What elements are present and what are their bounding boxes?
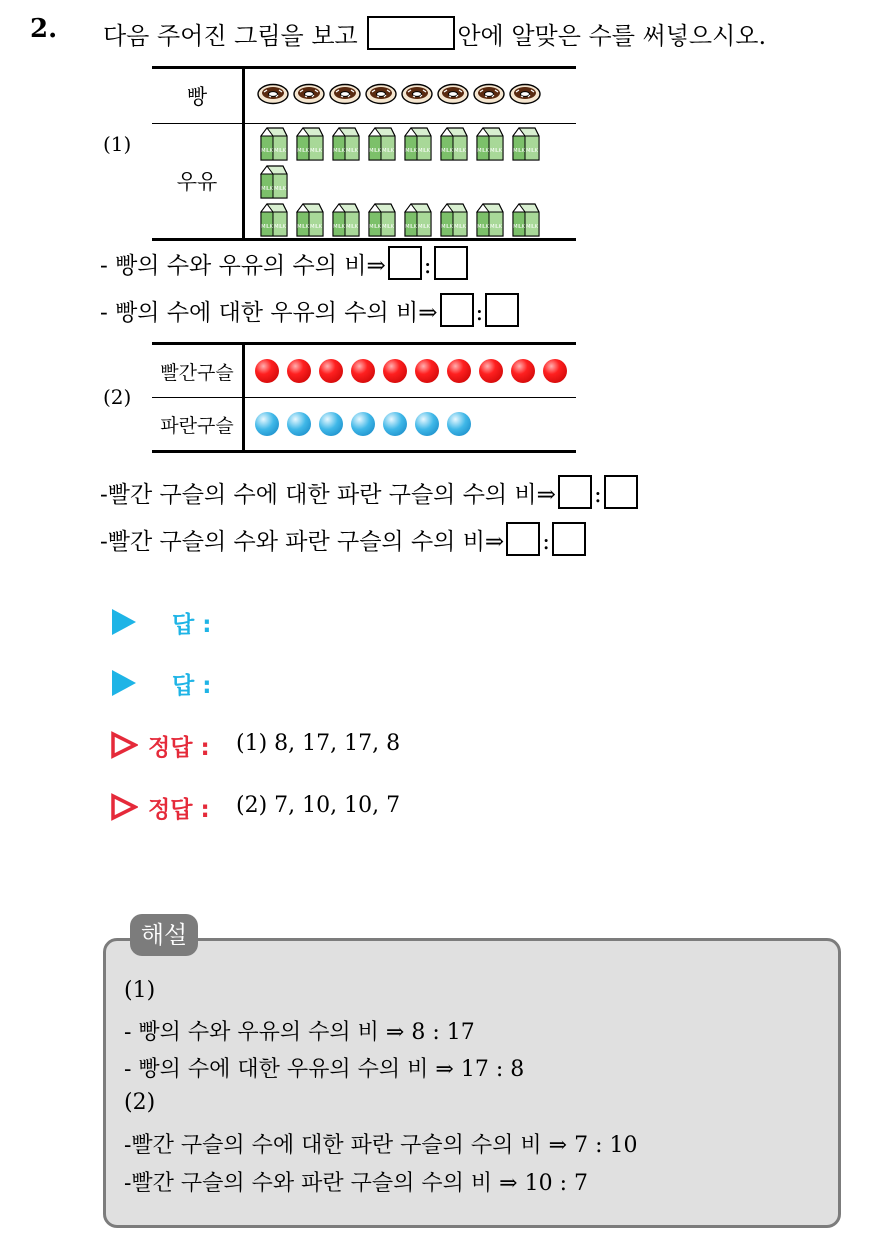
svg-text:MILK: MILK: [526, 148, 538, 154]
part2-line2-text: -빨간 구슬의 수와 파란 구슬의 수의 비⇒: [100, 529, 505, 555]
svg-text:MILK: MILK: [382, 148, 394, 154]
svg-text:MILK: MILK: [441, 148, 453, 154]
answer-box[interactable]: [434, 246, 468, 280]
donut-icon: [329, 83, 361, 105]
svg-text:MILK: MILK: [526, 224, 538, 230]
milk-carton-icon: [293, 200, 325, 238]
svg-text:MILK: MILK: [333, 224, 345, 230]
red-marble-icon: [351, 359, 375, 383]
milk-carton-icon: [365, 200, 397, 238]
part2-question-line1: [100, 475, 640, 509]
donut-icon: [293, 83, 325, 105]
part1-picture-table: [152, 66, 576, 241]
colon: :: [423, 253, 432, 279]
explanation-line: -빨간 구슬의 수에 대한 파란 구슬의 수의 비 ⇒ 7 : 10: [124, 1133, 638, 1158]
svg-text:MILK: MILK: [261, 186, 273, 192]
explanation-line: - 빵의 수와 우유의 수의 비 ⇒ 8 : 17: [124, 1020, 475, 1045]
answer-box[interactable]: [485, 293, 519, 327]
svg-text:MILK: MILK: [261, 148, 273, 154]
answer-label-2: [172, 667, 211, 700]
correct-label-2: [148, 791, 210, 824]
blue-marble-icon: [415, 412, 439, 436]
milk-carton-icon: [257, 162, 289, 200]
svg-text:MILK: MILK: [369, 148, 381, 154]
explanation-line: -빨간 구슬의 수와 파란 구슬의 수의 비 ⇒ 10 : 7: [124, 1171, 588, 1196]
milk-carton-icon: [509, 124, 541, 162]
answer-label-1: [172, 606, 211, 639]
answer-colon: :: [202, 673, 212, 699]
donut-icon: [365, 83, 397, 105]
svg-text:MILK: MILK: [274, 186, 286, 192]
milk-pictures: [244, 124, 577, 240]
answer-box[interactable]: [440, 293, 474, 327]
answer-colon: :: [202, 612, 212, 638]
blue-marble-icon: [255, 412, 279, 436]
milk-carton-icon: [257, 124, 289, 162]
svg-text:MILK: MILK: [369, 224, 381, 230]
milk-carton-icon: [329, 200, 361, 238]
svg-text:MILK: MILK: [405, 148, 417, 154]
svg-text:MILK: MILK: [418, 224, 430, 230]
svg-text:MILK: MILK: [418, 148, 430, 154]
answer-label-text: 답: [172, 612, 195, 638]
milk-carton-icon: [473, 200, 505, 238]
milk-label: 우유: [152, 124, 244, 240]
svg-text:MILK: MILK: [513, 148, 525, 154]
red-marble-icon: [479, 359, 503, 383]
svg-text:MILK: MILK: [346, 148, 358, 154]
svg-text:MILK: MILK: [382, 224, 394, 230]
blue-marble-pictures: [244, 398, 577, 452]
answer-box[interactable]: [558, 475, 592, 509]
red-marble-icon: [415, 359, 439, 383]
svg-text:MILK: MILK: [490, 148, 502, 154]
milk-carton-icon: [365, 124, 397, 162]
part2-line1-text: -빨간 구슬의 수에 대한 파란 구슬의 수의 비⇒: [100, 482, 556, 508]
milk-carton-icon: [401, 200, 433, 238]
svg-text:MILK: MILK: [513, 224, 525, 230]
part2-label: (2): [103, 385, 132, 409]
svg-text:MILK: MILK: [274, 224, 286, 230]
answer-box[interactable]: [604, 475, 638, 509]
red-marble-icon: [543, 359, 567, 383]
milk-carton-icon: [293, 124, 325, 162]
donut-icon: [437, 83, 469, 105]
blue-marble-icon: [447, 412, 471, 436]
correct-label-text: 정답: [148, 735, 193, 761]
question-text: [103, 16, 766, 51]
milk-carton-icon: [329, 124, 361, 162]
correct-arrow-icon: [110, 731, 138, 759]
donut-icon: [257, 83, 289, 105]
blank-box: [367, 16, 455, 50]
explanation-line: (2): [124, 1090, 156, 1115]
part1-question-line2: [100, 293, 521, 327]
blue-marble-icon: [383, 412, 407, 436]
answer-label-text: 답: [172, 673, 195, 699]
red-marble-icon: [383, 359, 407, 383]
red-marble-icon: [287, 359, 311, 383]
red-marble-icon: [511, 359, 535, 383]
explanation-tag: 해설: [130, 914, 198, 956]
correct-answer-2: (2) 7, 10, 10, 7: [236, 793, 401, 818]
part2-picture-table: [152, 342, 576, 453]
answer-box[interactable]: [388, 246, 422, 280]
svg-text:MILK: MILK: [490, 224, 502, 230]
svg-text:MILK: MILK: [477, 224, 489, 230]
red-marble-icon: [447, 359, 471, 383]
blue-marble-icon: [287, 412, 311, 436]
svg-text:MILK: MILK: [477, 148, 489, 154]
svg-text:MILK: MILK: [454, 148, 466, 154]
milk-carton-icon: [509, 200, 541, 238]
bread-label: 빵: [152, 68, 244, 124]
svg-text:MILK: MILK: [405, 224, 417, 230]
answer-box[interactable]: [506, 522, 540, 556]
svg-text:MILK: MILK: [310, 148, 322, 154]
part2-question-line2: [100, 522, 588, 556]
colon: :: [593, 482, 602, 508]
answer-arrow-icon: [112, 670, 136, 696]
colon: :: [542, 529, 550, 555]
correct-label-1: [148, 729, 210, 762]
question-text-after: 안에 알맞은 수를 써넣으시오.: [457, 22, 767, 50]
part1-line2-text: - 빵의 수에 대한 우유의 수의 비⇒: [100, 300, 438, 326]
svg-text:MILK: MILK: [297, 224, 309, 230]
correct-answer-1: (1) 8, 17, 17, 8: [236, 731, 401, 756]
red-marble-icon: [319, 359, 343, 383]
donut-icon: [473, 83, 505, 105]
correct-colon: :: [200, 735, 210, 761]
part1-label: (1): [103, 132, 132, 156]
correct-colon: :: [200, 797, 210, 823]
correct-label-text: 정답: [148, 797, 193, 823]
milk-carton-icon: [257, 200, 289, 238]
svg-text:MILK: MILK: [297, 148, 309, 154]
svg-text:MILK: MILK: [261, 224, 273, 230]
blue-marble-icon: [351, 412, 375, 436]
explanation-line: (1): [124, 978, 156, 1003]
part1-question-line1: [100, 246, 470, 280]
svg-text:MILK: MILK: [441, 224, 453, 230]
answer-box[interactable]: [552, 522, 586, 556]
explanation-line: - 빵의 수에 대한 우유의 수의 비 ⇒ 17 : 8: [124, 1057, 525, 1082]
donut-icon: [509, 83, 541, 105]
answer-arrow-icon: [112, 609, 136, 635]
blue-marble-icon: [319, 412, 343, 436]
colon: :: [475, 300, 484, 326]
svg-text:MILK: MILK: [310, 224, 322, 230]
svg-text:MILK: MILK: [333, 148, 345, 154]
red-marble-label: 빨간구슬: [152, 344, 244, 398]
question-text-before: 다음 주어진 그림을 보고: [103, 22, 358, 50]
milk-carton-icon: [437, 200, 469, 238]
bread-pictures: [244, 68, 577, 124]
correct-arrow-icon: [110, 793, 138, 821]
milk-carton-icon: [473, 124, 505, 162]
milk-carton-icon: [437, 124, 469, 162]
svg-text:MILK: MILK: [346, 224, 358, 230]
donut-icon: [401, 83, 433, 105]
svg-text:MILK: MILK: [274, 148, 286, 154]
milk-carton-icon: [401, 124, 433, 162]
part1-line1-text: - 빵의 수와 우유의 수의 비⇒: [100, 253, 386, 279]
svg-text:MILK: MILK: [454, 224, 466, 230]
red-marble-icon: [255, 359, 279, 383]
red-marble-pictures: [244, 344, 577, 398]
question-number: 2.: [30, 14, 58, 44]
blue-marble-label: 파란구슬: [152, 398, 244, 452]
